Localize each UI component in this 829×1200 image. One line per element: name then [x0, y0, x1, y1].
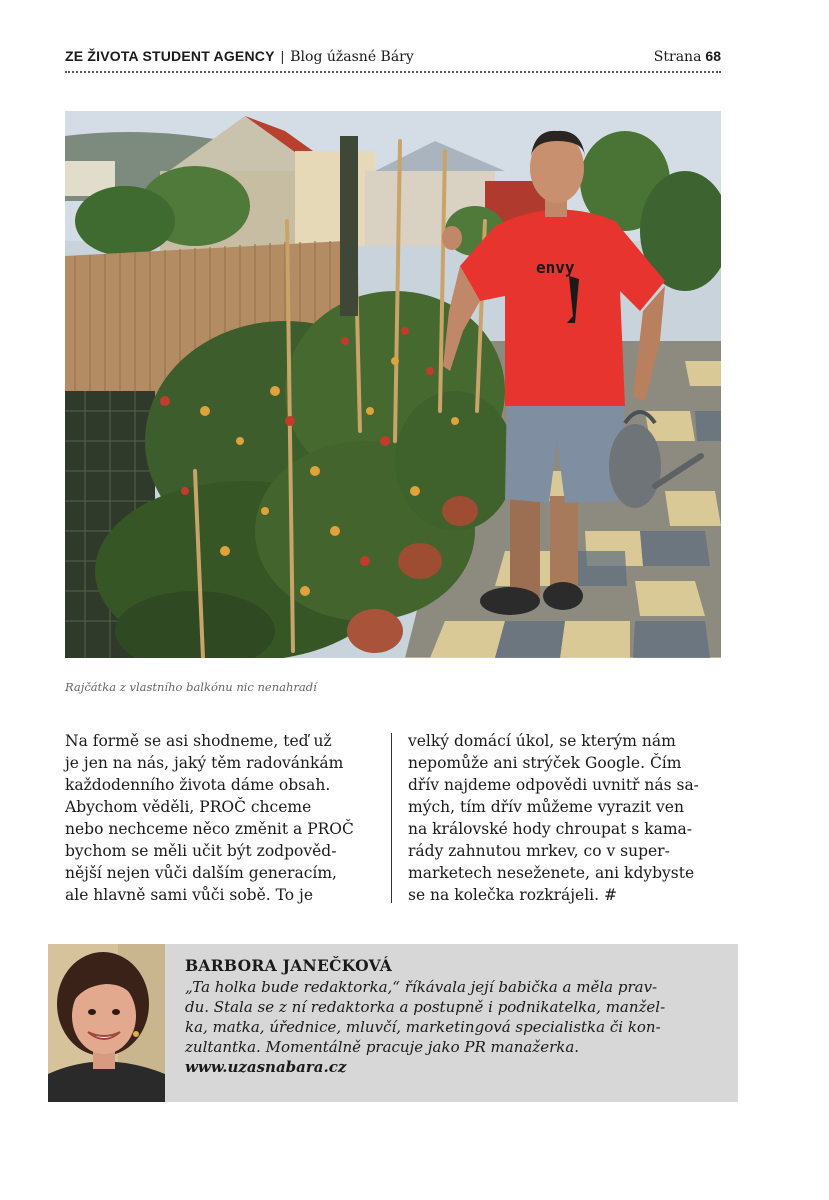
section-title: ZE ŽIVOTA STUDENT AGENCY — [65, 48, 275, 64]
page-label: Strana — [653, 49, 702, 65]
column-divider — [391, 733, 392, 903]
text-line: velký domácí úkol, se kterým nám — [408, 732, 676, 750]
header-left — [65, 48, 414, 65]
text-line: se na kolečka rozkrájeli. # — [408, 886, 617, 904]
text-line: je jen na nás, jaký těm radovánkám — [65, 754, 344, 772]
bio-line: ka, matka, úřednice, mluvčí, marketingová specialistka či kon- — [185, 1018, 661, 1036]
header-separator: | — [280, 48, 285, 64]
text-line: každodenního života dáme obsah. — [65, 776, 331, 794]
author-name: BARBORA JANEČKOVÁ — [185, 956, 393, 975]
text-line: dřív najdeme odpovědi uvnitř nás sa- — [408, 776, 699, 794]
text-line: rády zahnutou mrkev, co v super- — [408, 842, 670, 860]
author-photo — [48, 944, 165, 1102]
page-header — [65, 46, 721, 72]
article-column-right — [408, 730, 708, 906]
author-portrait-illustration — [48, 944, 165, 1102]
page-indicator — [654, 48, 721, 65]
text-line: ale hlavně sami vůči sobě. To je — [65, 886, 314, 904]
text-line: nebo nechceme něco změnit a PROČ — [65, 820, 354, 838]
bio-line: „Ta holka bude redaktorka,“ říkávala její babička a měla prav- — [185, 978, 658, 996]
text-line: nější nejen vůči dalším generacím, — [65, 864, 337, 882]
article-photo — [65, 111, 721, 658]
article-column-left — [65, 730, 365, 906]
author-website-link[interactable]: www.uzasnabara.cz — [185, 1058, 347, 1076]
page-number: 68 — [705, 48, 721, 64]
text-line: Abychom věděli, PROČ chceme — [65, 798, 312, 816]
bio-line: zultantka. Momentálně pracuje jako PR manažerka. — [185, 1038, 580, 1056]
balcony-tomatoes-illustration — [65, 111, 721, 658]
shirt-print: envy — [536, 258, 575, 277]
text-line: mých, tím dřív můžeme vyrazit ven — [408, 798, 684, 816]
photo-caption: Rajčátka z vlastního balkónu nic nenahradí — [65, 680, 317, 694]
text-line: nepomůže ani strýček Google. Čím — [408, 754, 682, 772]
text-line: marketech neseženete, ani kdybyste — [408, 864, 695, 882]
author-bio-box — [48, 944, 738, 1102]
header-dotted-rule — [65, 71, 721, 73]
blog-title: Blog úžasné Báry — [290, 49, 414, 65]
author-bio-text — [185, 956, 730, 1077]
bio-line: du. Stala se z ní redaktorka a postupně i podnikatelka, manžel- — [185, 998, 666, 1016]
text-line: bychom se měli učit být zodpověd- — [65, 842, 337, 860]
text-line: Na formě se asi shodneme, teď už — [65, 732, 332, 750]
text-line: na královské hody chroupat s kama- — [408, 820, 693, 838]
